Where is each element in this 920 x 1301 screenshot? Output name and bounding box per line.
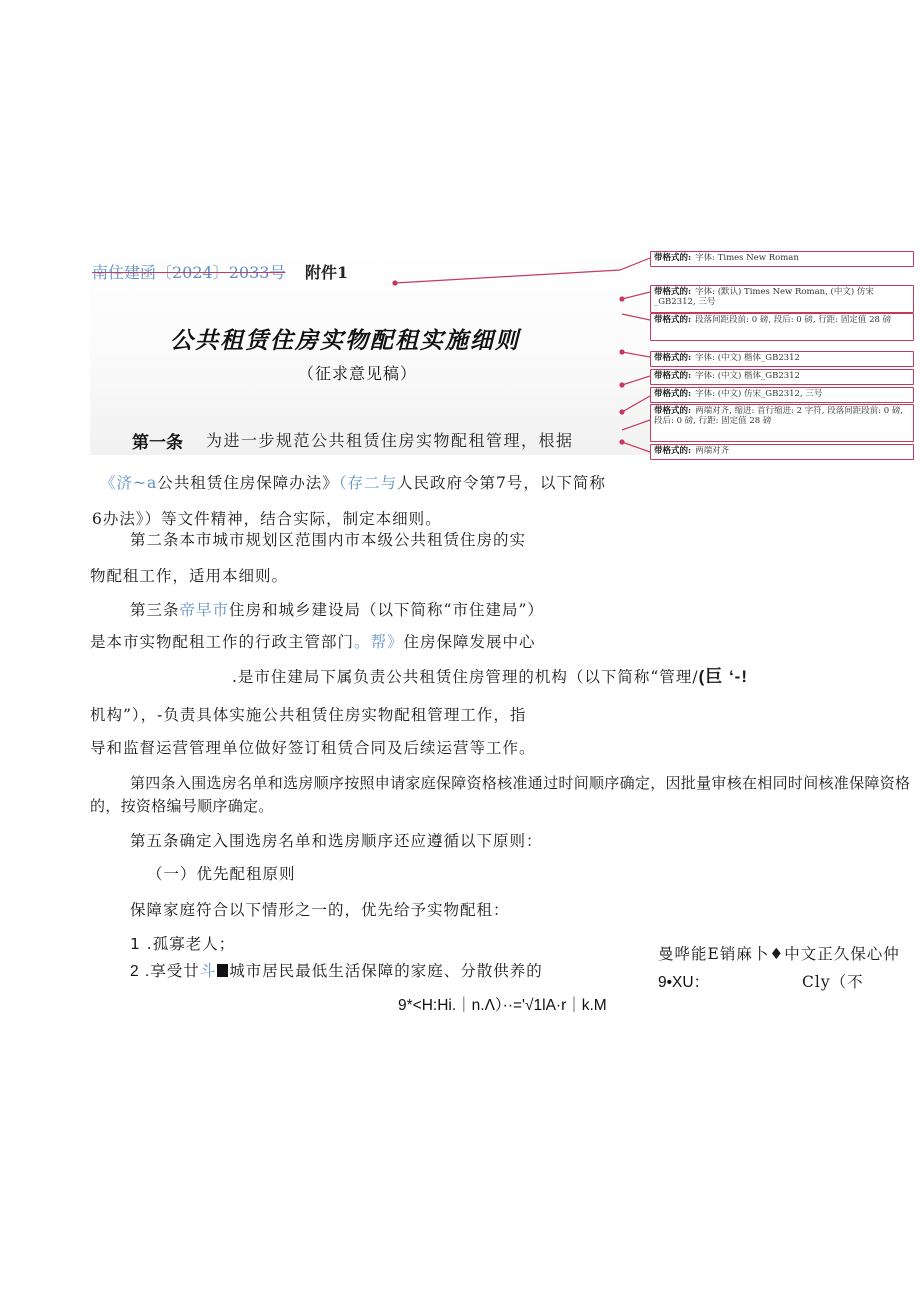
body-fragment: 2 .享受廿 [130, 963, 200, 980]
body-line: 第二条本市城市规划区范围内市本级公共租赁住房的实 [130, 531, 527, 549]
body-line: 物配租工作，适用本细则。 [90, 567, 289, 585]
balloon-label: 带格式的: [654, 446, 692, 456]
balloon-label: 带格式的: [654, 353, 692, 363]
body-fragment: (巨 ‘‐! [698, 667, 749, 686]
balloon-label: 带格式的: [654, 389, 692, 399]
body-line: 机构”），-负责具体实施公共租赁住房实物配租管理工作，指 [90, 706, 527, 724]
document-subtitle: （征求意见稿） [298, 364, 418, 383]
document-title: 公共租赁住房实物配租实施细则 [170, 327, 520, 354]
body-fragment: 人民政府令第7号，以下简称 [397, 474, 606, 492]
balloon-text: 两端对齐, 缩进: 首行缩进: 2 字符, 段落间距段前: 0 磅, 段后: 0 磅, 行距: 固定值 28 磅 [654, 406, 904, 426]
garbled-line: 9*<H:Hi.｜n.Λ）··='√1lA·r｜k.M [398, 997, 607, 1014]
balloon-label: 带格式的: [654, 287, 692, 297]
list-item [130, 959, 543, 981]
body-line-right: 曼哗能E销麻卜♦中文正久保心仲 [658, 945, 900, 963]
body-line: 导和监督运营管理单位做好签订租赁合同及后续运营等工作。 [90, 739, 536, 757]
article1-text: 为进一步规范公共租赁住房实物配租管理，根据 [206, 431, 574, 450]
list-item: 1 .孤寡老人； [130, 935, 236, 953]
body-fragment: 公共租赁住房保障办法》 [157, 474, 339, 492]
body-line [130, 598, 544, 620]
comment-balloon[interactable] [650, 351, 914, 367]
comment-balloon[interactable] [650, 444, 914, 460]
balloon-text: 字体: (中文) 仿宋_GB2312, 三号 [695, 389, 823, 399]
body-fragment: 是本市实物配租工作的行政主管部门 [90, 633, 355, 651]
body-fragment: .是市住建局下属负责公共租赁住房管理的机构（以下简称“管理/ [232, 668, 699, 686]
comment-balloon[interactable] [650, 313, 914, 341]
comment-balloon[interactable] [650, 387, 914, 403]
comment-balloon[interactable] [650, 251, 914, 267]
body-line: （一）优先配租原则 [147, 865, 296, 883]
document-number: 南住建函〔2024〕2033号 [92, 263, 286, 282]
body-fragment: 《济~a [100, 474, 158, 492]
body-line [90, 630, 536, 652]
body-fragment: 住房保障发展中心 [403, 633, 536, 651]
body-fragment: 。帮》 [354, 633, 404, 651]
body-line [232, 662, 748, 687]
balloon-text: 字体: Times New Roman [695, 253, 799, 263]
body-fragment: 住房和城乡建设局（以下简称“市住建局”） [229, 601, 544, 619]
balloon-text: 字体: (默认) Times New Roman, (中文) 仿宋_GB2312, 三号 [654, 287, 874, 307]
balloon-text: 字体: (中文) 楷体_GB2312 [695, 371, 800, 381]
body-fragment: 帝早市 [179, 601, 230, 619]
body-fragment: 斗 [199, 962, 217, 980]
comment-balloon[interactable] [650, 285, 914, 313]
balloon-label: 带格式的: [654, 371, 692, 381]
balloon-label: 带格式的: [654, 253, 692, 263]
balloon-label: 带格式的: [654, 406, 692, 416]
attachment-label: 附件1 [305, 263, 349, 282]
body-line: 保障家庭符合以下情形之一的，优先给予实物配租： [130, 901, 510, 919]
comment-balloon[interactable] [650, 404, 914, 442]
balloon-label: 带格式的: [654, 315, 692, 325]
body-fragment: 城市居民最低生活保障的家庭、分散供养的 [229, 962, 543, 980]
article4-paragraph: 第四条入围选房名单和选房顺序按照申请家庭保障资格核准通过时间顺序确定，因批量审核在相同时间核准保障资格的，按资格编号顺序确定。 [90, 774, 911, 815]
balloon-text: 字体: (中文) 楷体_GB2312 [695, 353, 800, 363]
article1-heading: 第一条 [132, 433, 183, 453]
balloon-text: 段落间距段前: 0 磅, 段后: 0 磅, 行距: 固定值 28 磅 [695, 315, 892, 325]
redaction-block [217, 964, 228, 977]
body-fragment: 第三条 [130, 601, 180, 619]
body-line: 第五条确定入围选房名单和选房顺序还应遵循以下原则： [130, 832, 543, 850]
body-line: 6办法》）等文件精神，结合实际，制定本细则。 [92, 510, 442, 528]
balloon-text: 两端对齐 [695, 446, 730, 456]
comment-balloon[interactable] [650, 369, 914, 385]
garbled-line-right: Cly（不 [802, 973, 864, 991]
garbled-line-right: 9•XU： [658, 974, 710, 991]
body-line [100, 471, 606, 493]
body-fragment: （存二与 [338, 474, 398, 492]
